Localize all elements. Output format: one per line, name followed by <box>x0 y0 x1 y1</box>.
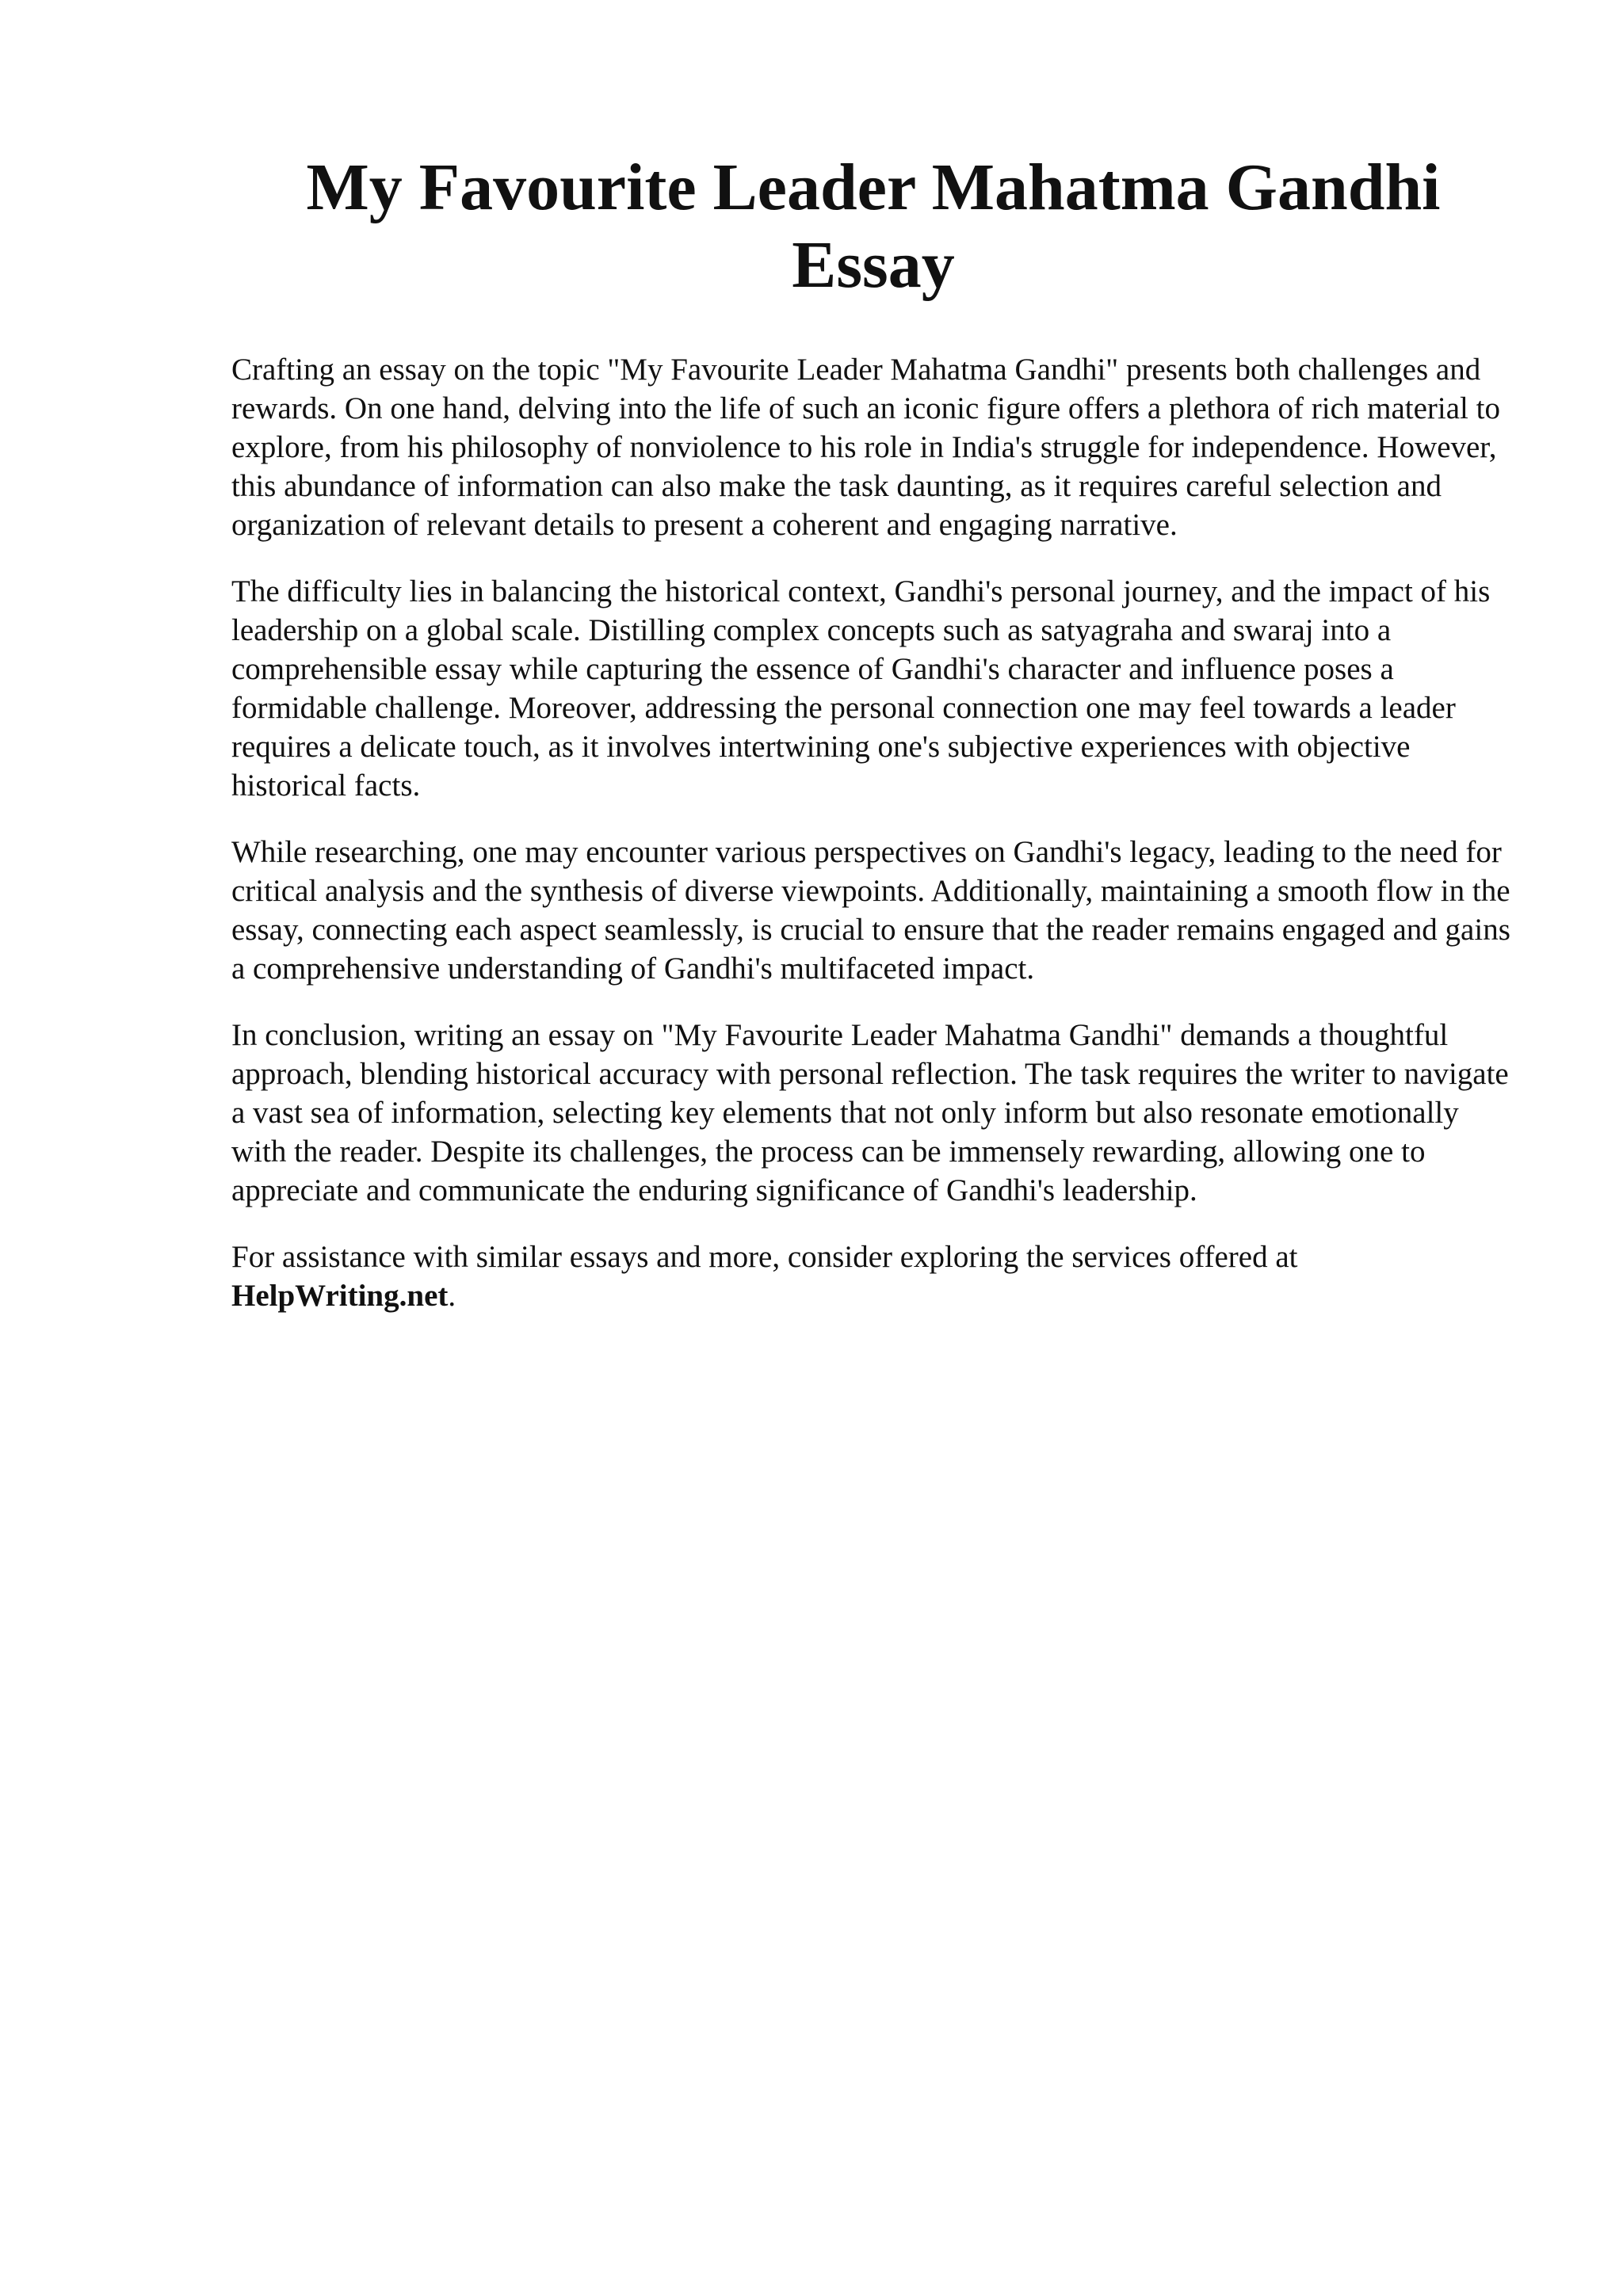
title-line-2: Essay <box>792 228 955 302</box>
paragraph-research: While researching, one may encounter various perspectives on Gandhi's legacy, leading to the need for critical analysis and the synthesis of diverse viewpoints. Additionally, maintaining a smooth flow in the essay, connecting each aspect seamlessly, is crucial to ensure that the reader remains engaged and gains a comprehensive understanding of Gandhi's multifaceted impact. <box>231 835 1510 986</box>
closing-period: . <box>448 1279 456 1313</box>
paragraph-intro: Crafting an essay on the topic "My Favourite Leader Mahatma Gandhi" presents both challenges and rewards. On one hand, delving into the life of such an iconic figure offers a plethora of rich material to explore, from his philosophy of nonviolence to his role in India's struggle for independence. However, this abundance of information can also make the task daunting, as it requires careful selection and organization of relevant details to present a coherent and engaging narrative. <box>231 353 1500 542</box>
paragraph-closing <box>231 1238 1515 1315</box>
document-body <box>231 149 1515 1343</box>
closing-text: For assistance with similar essays and more, consider exploring the services offered at <box>231 1240 1298 1274</box>
paragraph-conclusion: In conclusion, writing an essay on "My Favourite Leader Mahatma Gandhi" demands a thoughtful approach, blending historical accuracy with personal reflection. The task requires the writer to navigate a vast sea of information, selecting key elements that not only inform but also resonate emotionally with the reader. Despite its challenges, the process can be immensely rewarding, allowing one to appreciate and communicate the enduring significance of Gandhi's leadership. <box>231 1018 1509 1207</box>
title-line-1: My Favourite Leader Mahatma Gandhi <box>306 151 1441 224</box>
paragraph-difficulty: The difficulty lies in balancing the historical context, Gandhi's personal journey, and the impact of his leadership on a global scale. Distilling complex concepts such as satyagraha and swaraj into a comprehensible essay while capturing the essence of Gandhi's character and influence poses a formidable challenge. Moreover, addressing the personal connection one may feel towards a leader requires a delicate touch, as it involves intertwining one's subjective experiences with objective historical facts. <box>231 574 1491 803</box>
page-title <box>231 149 1515 304</box>
brand-link[interactable]: HelpWriting.net <box>231 1279 449 1313</box>
